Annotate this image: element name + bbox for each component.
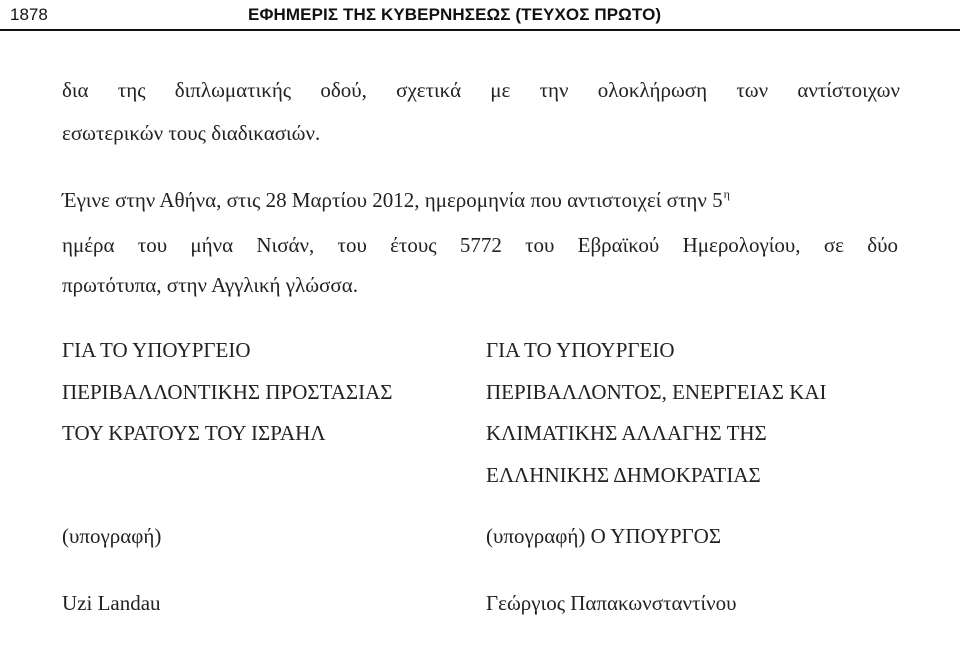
ordinal-superscript: η	[723, 187, 730, 201]
paragraph-2-line-3: πρωτότυπα, στην Αγγλική γλώσσα.	[62, 273, 358, 297]
paragraph-2-line-1-text: Έγινε στην Αθήνα, στις 28 Μαρτίου 2012, ημερομηνία που αντιστοιχεί στην 5	[62, 188, 723, 212]
right-signatory-name: Γεώργιος Παπακωνσταντίνου	[486, 591, 737, 615]
right-signature-line-1: ΓΙΑ ΤΟ ΥΠΟΥΡΓΕΙΟ	[486, 338, 675, 362]
right-signature-note: (υπογραφή) Ο ΥΠΟΥΡΓΟΣ	[486, 524, 722, 548]
left-signature-note: (υπογραφή)	[62, 524, 162, 548]
left-signature-line-2: ΠΕΡΙΒΑΛΛΟΝΤΙΚΗΣ ΠΡΟΣΤΑΣΙΑΣ	[62, 380, 393, 404]
page-number: 1878	[10, 5, 48, 24]
left-signature-line-1: ΓΙΑ ΤΟ ΥΠΟΥΡΓΕΙΟ	[62, 338, 251, 362]
gazette-title: ΕΦΗΜΕΡΙΣ ΤΗΣ ΚΥΒΕΡΝΗΣΕΩΣ (ΤΕΥΧΟΣ ΠΡΩΤΟ)	[248, 5, 662, 24]
paragraph-1-line-2: εσωτερικών τους διαδικασιών.	[62, 121, 321, 145]
paragraph-1-line-1: δια της διπλωματικής οδού, σχετικά με την ολοκλήρωση των αντίστοιχων	[62, 78, 900, 102]
right-signature-line-3: ΚΛΙΜΑΤΙΚΗΣ ΑΛΛΑΓΗΣ ΤΗΣ	[486, 421, 767, 445]
left-signature-line-3: ΤΟΥ ΚΡΑΤΟΥΣ ΤΟΥ ΙΣΡΑΗΛ	[62, 421, 326, 445]
header-divider	[0, 29, 960, 31]
left-signatory-name: Uzi Landau	[62, 591, 161, 615]
paragraph-2-line-1	[62, 187, 902, 212]
page-header	[8, 2, 952, 30]
right-signature-line-2: ΠΕΡΙΒΑΛΛΟΝΤΟΣ, ΕΝΕΡΓΕΙΑΣ ΚΑΙ	[486, 380, 827, 404]
paragraph-2-line-2: ημέρα του μήνα Νισάν, του έτους 5772 του Εβραϊκού Ημερολογίου, σε δύο	[62, 233, 898, 257]
right-signature-line-4: ΕΛΛΗΝΙΚΗΣ ΔΗΜΟΚΡΑΤΙΑΣ	[486, 463, 761, 487]
